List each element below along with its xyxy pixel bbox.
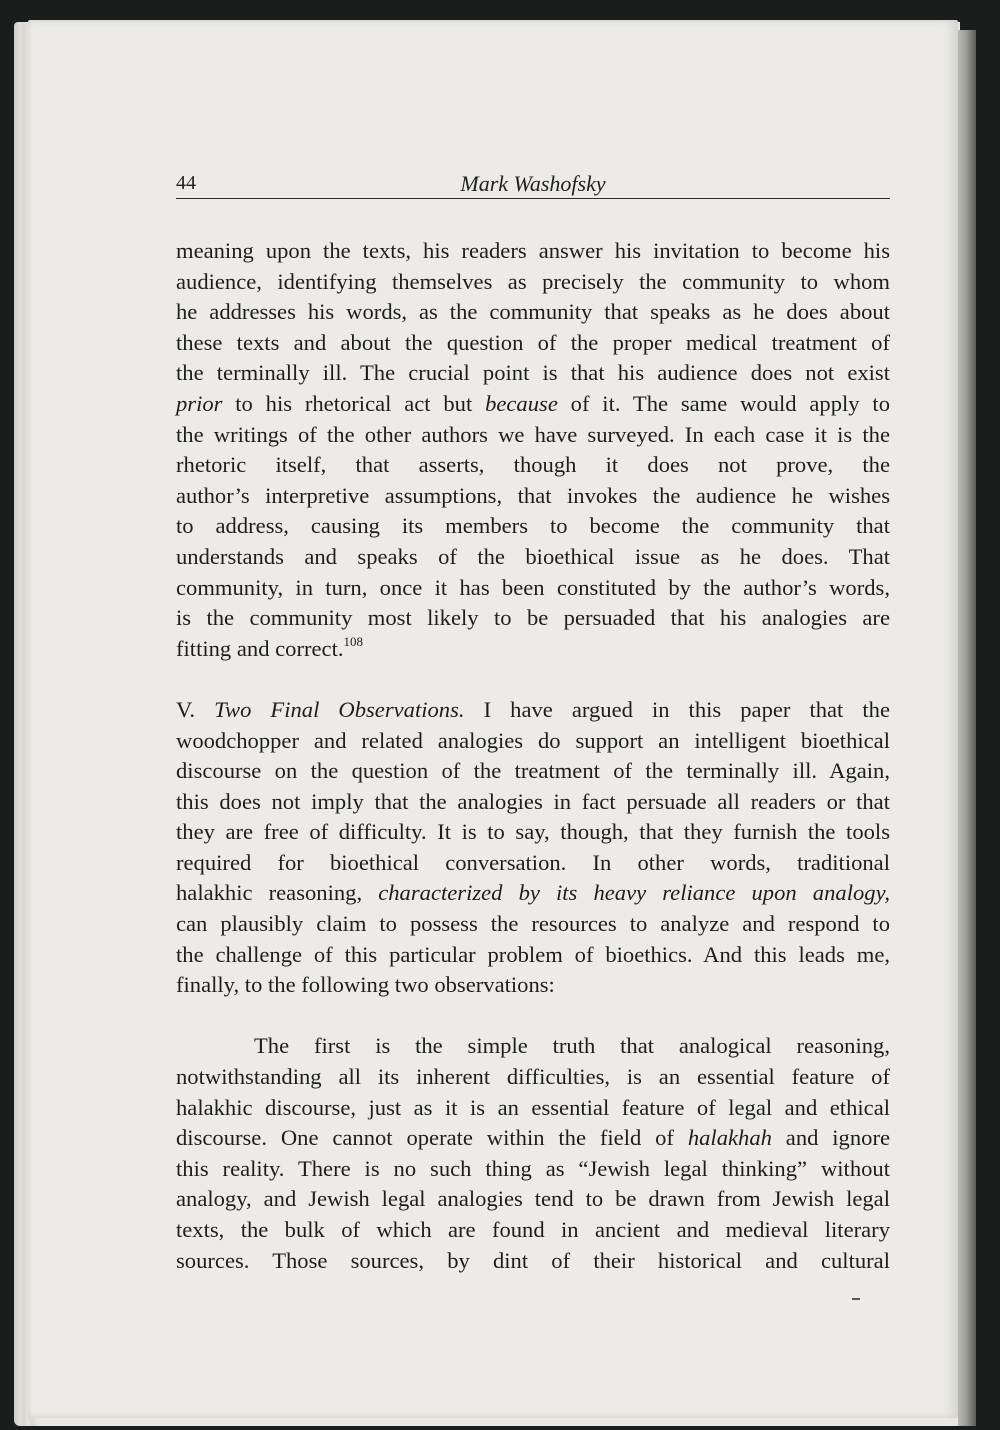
- text-line: halakhic discourse, just as it is an essential feature of legal and ethical: [176, 1094, 890, 1120]
- text-line: he addresses his words, as the community that speaks as he does about: [176, 299, 890, 325]
- text-line: required for bioethical conversation. In other words, traditional: [176, 849, 890, 875]
- text-span: halakhic reasoning,: [176, 880, 379, 906]
- page-header: [176, 168, 890, 199]
- text-line: the writings of the other authors we have surveyed. In each case it is the: [176, 421, 890, 447]
- text-span: of it. The same would apply to: [557, 390, 890, 416]
- text-line: understands and speaks of the bioethical issue as he does. That: [176, 543, 890, 569]
- text-line: woodchopper and related analogies do support an intelligent bioethical: [176, 727, 890, 753]
- print-mark: [852, 1298, 860, 1300]
- italic-halakhah: halakhah: [687, 1125, 772, 1151]
- text-line: this does not imply that the analogies in fact persuade all readers or that: [176, 788, 890, 814]
- text-span: fitting and correct.: [176, 635, 344, 661]
- text-span: I have argued in this paper that the: [464, 696, 890, 722]
- text-line: [176, 878, 890, 909]
- text-line: [176, 389, 890, 420]
- text-line: is the community most likely to be persuaded that his analogies are: [176, 605, 890, 631]
- text-line: sources. Those sources, by dint of their historical and cultural: [176, 1247, 890, 1273]
- paragraph-gap: [176, 664, 890, 695]
- text-line: these texts and about the question of the proper medical treatment of: [176, 329, 890, 355]
- text-line: audience, identifying themselves as precisely the community to whom: [176, 268, 890, 294]
- body-text: [176, 236, 890, 1276]
- text-line: this reality. There is no such thing as “Jewish legal thinking” without: [176, 1155, 890, 1181]
- text-line: finally, to the following two observations:: [176, 972, 555, 998]
- paragraph-3: [176, 1031, 890, 1276]
- text-line: analogy, and Jewish legal analogies tend to be drawn from Jewish legal: [176, 1186, 890, 1212]
- section-heading: Two Final Observations.: [214, 696, 465, 722]
- text-line: community, in turn, once it has been constituted by the author’s words,: [176, 574, 890, 600]
- text-line: [176, 1123, 890, 1154]
- footnote-reference: 108: [343, 633, 364, 649]
- text-span: to his rhetorical act but: [222, 390, 486, 416]
- text-line: to address, causing its members to become the community that: [176, 513, 890, 539]
- text-line: rhetoric itself, that asserts, though it does not prove, the: [176, 452, 890, 478]
- text-line: [176, 695, 890, 726]
- paragraph-1: [176, 236, 890, 664]
- text-line: author’s interpretive assumptions, that invokes the audience he wishes: [176, 482, 890, 508]
- italic-because: because: [485, 390, 558, 416]
- text-line: texts, the bulk of which are found in ancient and medieval literary: [176, 1217, 890, 1242]
- text-span: and ignore: [771, 1125, 890, 1151]
- text-span: discourse. One cannot operate within the field of: [176, 1125, 688, 1151]
- text-line: can plausibly claim to possess the resources to analyze and respond to: [176, 911, 890, 937]
- italic-prior: prior: [176, 390, 223, 416]
- text-line: The first is the simple truth that analogical reasoning,: [254, 1033, 890, 1059]
- paragraph-gap: [176, 1001, 890, 1032]
- text-line: [176, 634, 890, 665]
- text-line: the challenge of this particular problem of bioethics. And this leads me,: [176, 941, 890, 967]
- book-spine-edge: [958, 30, 976, 1426]
- text-line: notwithstanding all its inherent difficulties, is an essential feature of: [176, 1064, 890, 1090]
- section-number: V.: [176, 696, 196, 722]
- italic-phrase: characterized by its heavy reliance upon analogy,: [378, 880, 890, 906]
- text-line: discourse on the question of the treatment of the terminally ill. Again,: [176, 758, 890, 784]
- text-line: the terminally ill. The crucial point is that his audience does not exist: [176, 360, 890, 386]
- page-number: 44: [176, 172, 196, 194]
- text-line: they are free of difficulty. It is to say, though, that they furnish the tools: [176, 819, 890, 845]
- running-head-author: Mark Washofsky: [460, 171, 606, 196]
- text-line: meaning upon the texts, his readers answer his invitation to become his: [176, 238, 890, 263]
- section-5-paragraph: [176, 695, 890, 1001]
